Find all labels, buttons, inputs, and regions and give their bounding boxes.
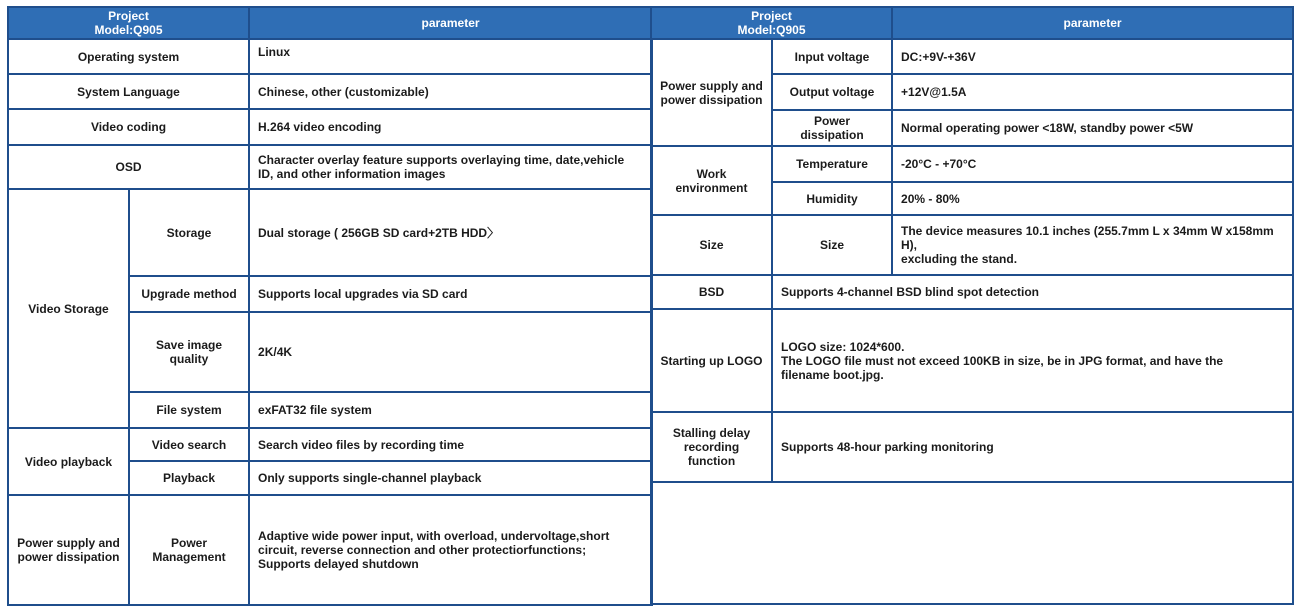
left-spec-table — [7, 6, 653, 606]
group-video-storage: Video Storage — [8, 189, 129, 428]
left-header-row — [8, 7, 652, 39]
label-save-image-quality: Save image quality — [129, 312, 249, 392]
value-upgrade-method: Supports local upgrades via SD card — [249, 276, 652, 312]
value-size-line2: excluding the stand. — [901, 252, 1018, 266]
header-project-label: Project — [108, 9, 149, 23]
label-upgrade-method: Upgrade method — [129, 276, 249, 312]
label-video-coding: Video coding — [8, 109, 249, 145]
label-file-system: File system — [129, 392, 249, 428]
row-stalling-delay — [651, 412, 1293, 482]
value-file-system: exFAT32 file system — [249, 392, 652, 428]
value-power-line2: circuit, reverse connection and other protectiorfunctions; — [258, 543, 587, 557]
label-system-language: System Language — [8, 74, 249, 109]
row-temperature — [651, 146, 1293, 182]
group-power-supply-right — [651, 39, 772, 146]
group-size: Size — [651, 215, 772, 275]
left-header-parameter: parameter — [249, 7, 652, 39]
group-power-supply — [8, 495, 129, 605]
value-system-language: Chinese, other (customizable) — [249, 74, 652, 109]
value-logo-line3: filename boot.jpg. — [781, 367, 884, 382]
value-osd — [249, 145, 652, 189]
row-empty — [651, 482, 1293, 604]
group-power-right-line2: power dissipation — [660, 92, 763, 107]
group-power-right-line1: Power supply and — [660, 78, 763, 93]
header-model-label: Model:Q905 — [737, 23, 806, 37]
label-playback: Playback — [129, 461, 249, 495]
value-input-voltage: DC:+9V-+36V — [892, 39, 1293, 74]
value-logo-line1: LOGO size: 1024*600. — [781, 339, 905, 354]
value-size-line1: The device measures 10.1 inches (255.7mm L x 34mm W x158mm H), — [901, 224, 1274, 252]
label-power-dissipation: Power dissipation — [772, 110, 892, 146]
header-project-label: Project — [751, 9, 792, 23]
right-header-parameter: parameter — [892, 7, 1293, 39]
label-stalling-delay — [651, 412, 772, 482]
left-header-project — [8, 7, 249, 39]
group-power-line1: Power supply and — [17, 536, 120, 550]
value-humidity: 20% - 80% — [892, 182, 1293, 215]
value-size — [892, 215, 1293, 275]
value-power-dissipation: Normal operating power <18W, standby power <5W — [892, 110, 1293, 146]
label-power-management — [129, 495, 249, 605]
row-osd — [8, 145, 652, 189]
label-bsd: BSD — [651, 275, 772, 309]
label-input-voltage: Input voltage — [772, 39, 892, 74]
label-video-search: Video search — [129, 428, 249, 461]
header-model-label: Model:Q905 — [94, 23, 163, 37]
value-power-line3: Supports delayed shutdown — [258, 557, 419, 571]
right-header-project — [651, 7, 892, 39]
row-size — [651, 215, 1293, 275]
row-power-management — [8, 495, 652, 605]
label-osd: OSD — [8, 145, 249, 189]
label-size: Size — [772, 215, 892, 275]
right-header-row — [651, 7, 1293, 39]
value-save-image-quality: 2K/4K — [249, 312, 652, 392]
value-starting-logo — [772, 309, 1293, 412]
label-operating-system: Operating system — [8, 39, 249, 74]
value-logo-line2: The LOGO file must not exceed 100KB in size, be in JPG format, and have the — [781, 353, 1224, 368]
row-video-search — [8, 428, 652, 461]
value-operating-system: Linux — [249, 39, 652, 74]
value-video-coding: H.264 video encoding — [249, 109, 652, 145]
value-stalling-delay: Supports 48-hour parking monitoring — [772, 412, 1293, 482]
value-temperature: -20°C - +70°C — [892, 146, 1293, 182]
group-video-playback: Video playback — [8, 428, 129, 495]
label-humidity: Humidity — [772, 182, 892, 215]
row-starting-logo — [651, 309, 1293, 412]
value-power-management — [249, 495, 652, 605]
row-bsd — [651, 275, 1293, 309]
value-osd-line2: ID, and other information images — [258, 167, 446, 181]
value-power-line1: Adaptive wide power input, with overload, undervoltage,short — [258, 529, 610, 543]
label-output-voltage: Output voltage — [772, 74, 892, 110]
empty-cell — [651, 482, 1293, 604]
row-system-language — [8, 74, 652, 109]
row-operating-system — [8, 39, 652, 74]
group-env-line2: environment — [675, 180, 748, 195]
value-playback: Only supports single-channel playback — [249, 461, 652, 495]
label-stall-line2: recording function — [683, 440, 740, 468]
group-power-line2: power dissipation — [17, 550, 120, 564]
label-storage: Storage — [129, 189, 249, 276]
value-osd-line1: Character overlay feature supports overlaying time, date,vehicle — [258, 153, 625, 167]
row-video-coding — [8, 109, 652, 145]
value-output-voltage: +12V@1.5A — [892, 74, 1293, 110]
label-temperature: Temperature — [772, 146, 892, 182]
group-env-line1: Work — [696, 166, 727, 181]
right-spec-table — [650, 6, 1294, 605]
label-power-line1: Power — [171, 536, 208, 550]
label-power-line2: Management — [152, 550, 226, 564]
label-starting-logo: Starting up LOGO — [651, 309, 772, 412]
group-work-environment — [651, 146, 772, 215]
row-storage — [8, 189, 652, 276]
value-video-search: Search video files by recording time — [249, 428, 652, 461]
value-bsd: Supports 4-channel BSD blind spot detection — [772, 275, 1293, 309]
row-input-voltage — [651, 39, 1293, 74]
label-stall-line1: Stalling delay — [672, 426, 751, 440]
value-storage: Dual storage ( 256GB SD card+2TB HDD〉 — [249, 189, 652, 276]
